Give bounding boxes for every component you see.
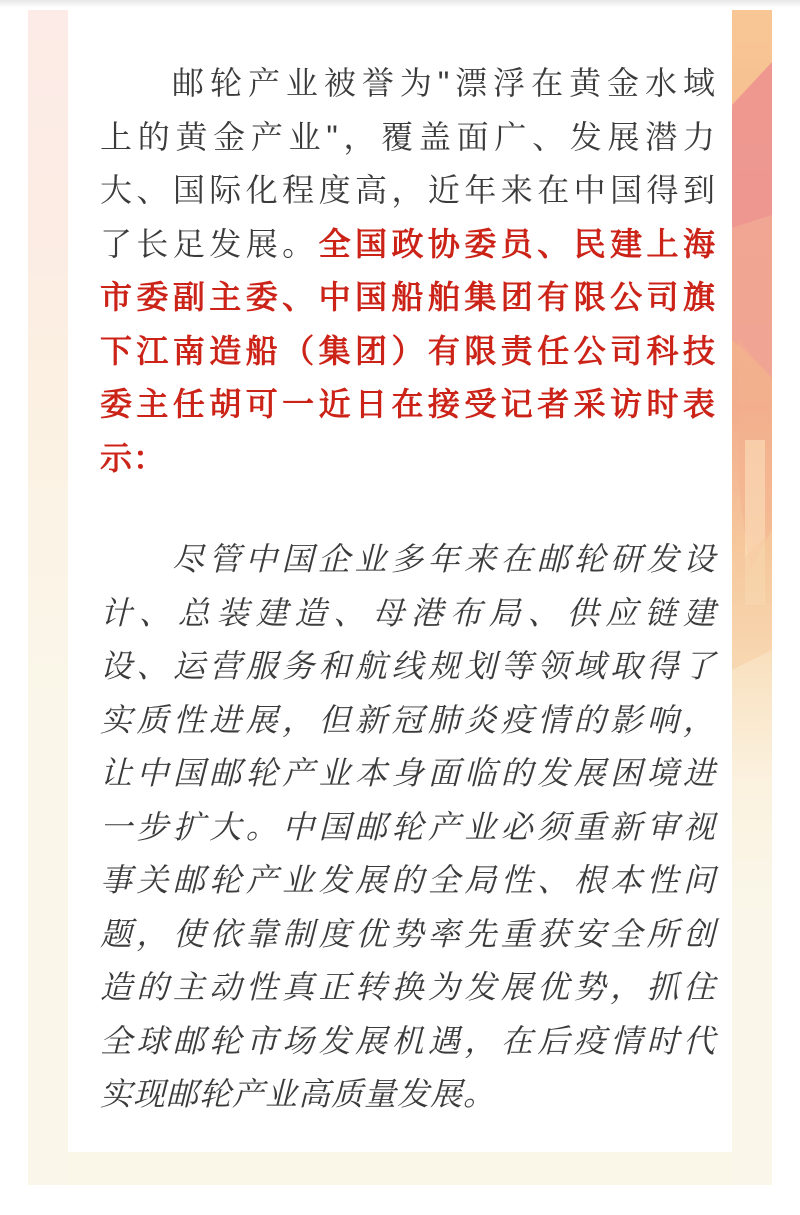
text-line (100, 271, 716, 325)
text-line (100, 640, 716, 694)
paragraph (100, 57, 716, 485)
body-text: 事关邮轮产业发展的全局性、根本性问 (100, 862, 716, 898)
body-text: 计、总装建造、母港布局、供应链建 (100, 594, 716, 631)
text-line (100, 164, 716, 218)
text-line (100, 1068, 716, 1122)
body-text: 造的主动性真正转换为发展优势，抓住 (100, 969, 716, 1005)
left-gradient-strip (28, 10, 68, 1185)
body-text: 一步扩大。中国邮轮产业必须重新审视 (100, 808, 716, 845)
text-line (100, 533, 716, 587)
text-line (100, 908, 716, 962)
body-text: 实现邮轮产业高质量发展。 (100, 1076, 497, 1112)
highlight-red-text: 市委副主委、中国船舶集团有限公司旗 (100, 279, 716, 315)
text-line (100, 432, 716, 486)
text-line (100, 854, 716, 908)
highlight-red-text: 示： (100, 439, 167, 476)
body-text: 邮轮产业被誉为"漂浮在黄金水域 (172, 65, 716, 101)
text-line (100, 218, 716, 272)
highlight-red-text: 全国政协委员、民建上海 (318, 225, 716, 262)
text-line (100, 378, 716, 432)
text-line (100, 57, 716, 111)
text-line (100, 961, 716, 1015)
article-content-box (68, 10, 732, 1152)
body-text: 尽管中国企业多年来在邮轮研发设 (172, 541, 716, 577)
body-text: 全球邮轮市场发展机遇，在后疫情时代 (100, 1022, 716, 1059)
body-text: 了长足发展。 (100, 225, 319, 262)
top-shadow-band (0, 0, 800, 8)
body-text: 让中国邮轮产业本身面临的发展困境进 (100, 755, 716, 791)
text-line (100, 325, 716, 379)
text-line (100, 111, 716, 165)
text-line (100, 587, 716, 641)
text-line (100, 1015, 716, 1069)
article-body (68, 10, 732, 1142)
highlight-red-text: 委主任胡可一近日在接受记者采访时表 (100, 386, 716, 422)
body-text: 实质性进展，但新冠肺炎疫情的影响， (100, 701, 716, 738)
text-line (100, 801, 716, 855)
text-line (100, 694, 716, 748)
text-line (100, 747, 716, 801)
body-text: 题，使依靠制度优势率先重获安全所创 (100, 915, 716, 952)
paragraph (100, 533, 716, 1122)
highlight-red-text: 下江南造船（集团）有限责任公司科技 (100, 332, 716, 369)
body-text: 设、运营服务和航线规划等领域取得了 (100, 648, 716, 684)
body-text: 上的黄金产业"，覆盖面广、发展潜力 (100, 118, 716, 155)
right-gradient-strip (732, 10, 772, 1185)
decorative-gradient-frame (28, 10, 772, 1185)
right-strip-pattern (732, 10, 772, 1185)
body-text: 大、国际化程度高，近年来在中国得到 (100, 172, 716, 208)
